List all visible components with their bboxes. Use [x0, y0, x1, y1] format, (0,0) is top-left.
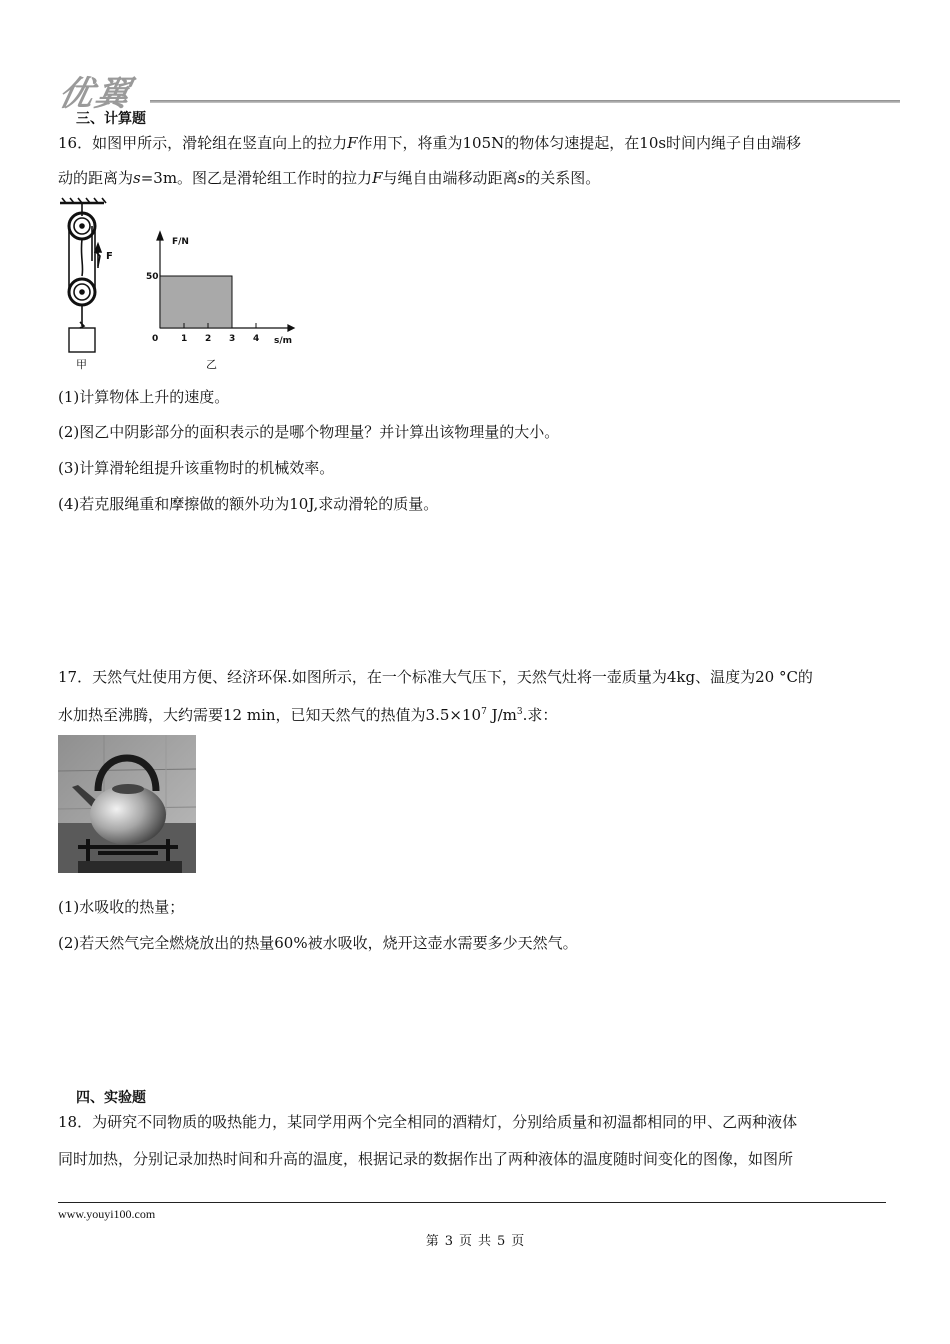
q18-line1: 18．为研究不同物质的吸热能力，某同学用两个完全相同的酒精灯，分别给质量和初温都相同的甲、乙两种液体 [58, 1113, 798, 1131]
force-distance-chart [140, 228, 300, 374]
q16-sub2: (2)图乙中阴影部分的面积表示的是哪个物理量？并计算出该物理量的大小。 [58, 423, 560, 441]
q16-var-s: s [133, 169, 141, 187]
q16-var-s2: s [517, 169, 526, 187]
footer-rule [58, 1202, 886, 1203]
y-axis-label: F/N [172, 237, 189, 247]
q16-var-F2: F [372, 169, 383, 187]
figure-yi-label: 乙 [206, 358, 217, 371]
q17-sub1: (1)水吸收的热量； [58, 898, 185, 916]
page-total: 5 [497, 1234, 506, 1249]
q18-line2: 同时加热，分别记录加热时间和升高的温度，根据记录的数据作出了两种液体的温度随时间变化的图像，如图所 [58, 1150, 794, 1168]
q16-line1 [58, 133, 801, 153]
pulley-figure [52, 196, 132, 374]
q17-line2-b: J/m [486, 706, 517, 724]
q17-line1: 17．天然气灶使用方便、经济环保.如图所示，在一个标准大气压下，天然气灶将一壶质量为4kg、温度为20 °C的 [58, 668, 813, 686]
youyi-logo: 优翼 [55, 74, 136, 114]
shaded-area [160, 276, 232, 328]
x-tick-label-3: 3 [229, 334, 236, 344]
q16-line2 [58, 168, 600, 188]
y-axis-arrow [157, 232, 163, 240]
page-ye2: 页 [511, 1234, 525, 1249]
x-axis-arrow [288, 325, 294, 331]
q16-sub4: (4)若克服绳重和摩擦做的额外功为10J,求动滑轮的质量。 [58, 495, 439, 513]
section-title-experiment: 四、实验题 [76, 1090, 146, 1106]
page-ye: 页 [458, 1234, 472, 1249]
section-title-calculation: 三、计算题 [76, 111, 146, 127]
q16-var-F: F [347, 134, 358, 152]
q17-line2-a: 水加热至沸腾，大约需要12 min，已知天然气的热值为3.5×10 [58, 706, 482, 724]
q17-line2 [58, 702, 557, 725]
force-label: F [106, 251, 113, 262]
page-di: 第 [425, 1234, 439, 1249]
q17-exponent: 7 [481, 707, 487, 717]
x-tick-label-0: 0 [152, 334, 159, 344]
q16-line1-post: 作用下，将重为105N的物体匀速提起，在10s时间内绳子自由端移 [357, 134, 802, 152]
q16-line2-c: 与绳自由端移动距离 [382, 169, 518, 187]
x-tick-label-1: 1 [181, 334, 188, 344]
q16-sub3: (3)计算滑轮组提升该重物时的机械效率。 [58, 459, 335, 477]
q16-sub1: (1)计算物体上升的速度。 [58, 388, 230, 406]
q16-line2-a: 动的距离为 [58, 169, 134, 187]
figure-jia-label: 甲 [76, 358, 87, 371]
x-axis-label: s/m [274, 336, 293, 346]
q17-sub2: (2)若天然气完全燃烧放出的热量60%被水吸收，烧开这壶水需要多少天然气。 [58, 934, 578, 952]
x-tick-label-2: 2 [205, 334, 212, 344]
q16-line2-b: =3m。图乙是滑轮组工作时的拉力 [140, 169, 373, 187]
q16-line2-d: 的关系图。 [525, 169, 601, 187]
page-current: 3 [444, 1234, 453, 1249]
header-rule [150, 100, 900, 103]
page-gong: 共 [478, 1234, 492, 1249]
q17-exponent-m3: 3 [516, 707, 523, 717]
page-number [0, 1230, 950, 1249]
q16-line1-pre: 16．如图甲所示，滑轮组在竖直向上的拉力 [58, 134, 348, 152]
footer-url[interactable]: www.youyi100.com [58, 1207, 156, 1221]
x-tick-label-4: 4 [253, 334, 260, 344]
y-tick-label-50: 50 [146, 272, 159, 282]
q17-line2-c: .求： [522, 706, 558, 724]
kettle-photo [58, 735, 196, 873]
